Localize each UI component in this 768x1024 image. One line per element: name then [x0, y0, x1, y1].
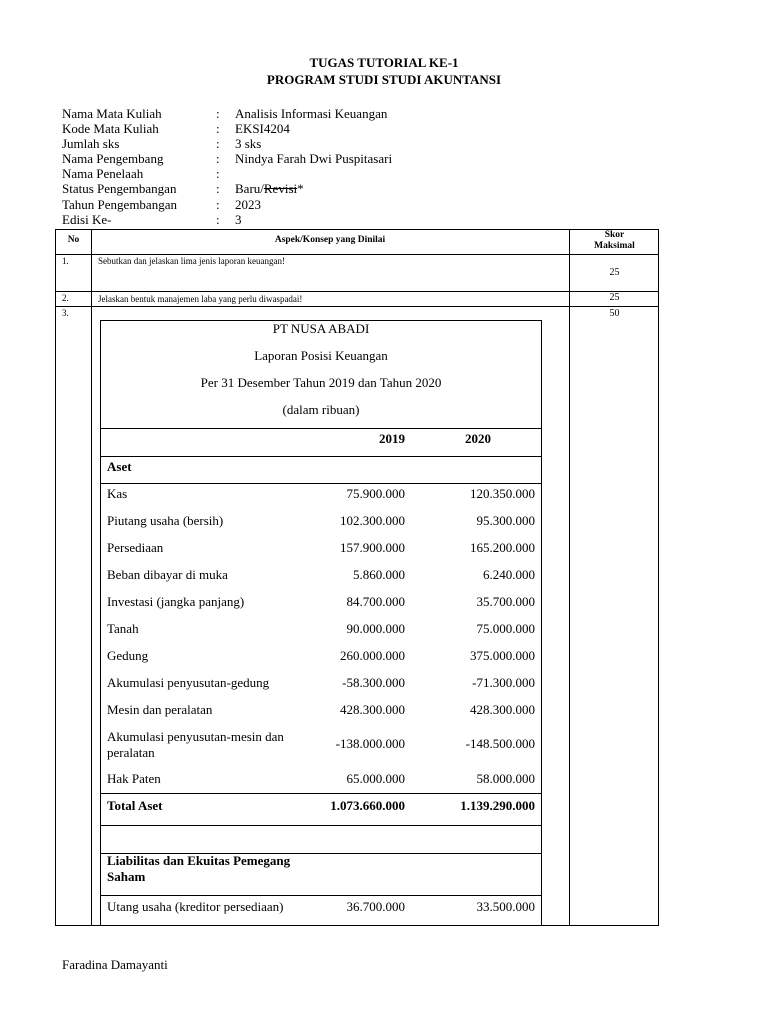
line-item-2020: -148.500.000: [465, 736, 535, 751]
header-score-line-2: Maksimal: [594, 241, 635, 251]
line-item-2020: 33.500.000: [476, 899, 535, 914]
line-item-name: Akumulasi penyusutan-mesin dan: [107, 729, 284, 744]
line-item-2019: 65.000.000: [346, 771, 405, 786]
line-item-name: Tanah: [107, 621, 139, 636]
footer-author: Faradina Damayanti: [62, 957, 168, 972]
info-label: Edisi Ke-: [62, 211, 112, 227]
line-item-2020: 58.000.000: [476, 771, 535, 786]
line-item-name: Kas: [107, 486, 128, 501]
row-number: 3.: [62, 308, 69, 318]
info-separator: :: [216, 151, 220, 167]
info-value: 3: [235, 211, 242, 227]
row-number: 2.: [62, 293, 69, 303]
info-separator: :: [216, 106, 220, 121]
report-title: Laporan Posisi Keuangan: [254, 348, 388, 363]
line-item-name: Akumulasi penyusutan-gedung: [107, 675, 270, 690]
line-item-2019: 75.900.000: [346, 486, 405, 501]
info-separator: :: [216, 181, 220, 197]
line-item-name: Persediaan: [107, 540, 164, 555]
section-liabilities: Liabilitas dan Ekuitas Pemegang: [107, 853, 291, 868]
company-name: PT NUSA ABADI: [272, 321, 370, 336]
total-assets-2020: 1.139.290.000: [460, 798, 535, 813]
row-divider: [56, 254, 658, 255]
row-number: 1.: [62, 256, 69, 266]
info-separator: :: [216, 166, 220, 182]
line-item-2019: 84.700.000: [346, 594, 405, 609]
total-assets-label: Total Aset: [107, 798, 163, 813]
line-item-name: Hak Paten: [107, 771, 161, 786]
info-value: 2023: [235, 196, 261, 212]
info-value: 3 sks: [235, 136, 262, 152]
title-line-1: TUGAS TUTORIAL KE-1: [309, 55, 459, 70]
question-text: Jelaskan bentuk manajemen laba yang perlu diwaspadai!: [98, 294, 303, 304]
section-assets: Aset: [107, 459, 132, 474]
info-label: Jumlah sks: [62, 136, 120, 152]
table-rule: [101, 825, 541, 826]
line-item-name: Mesin dan peralatan: [107, 702, 213, 717]
table-rule: [101, 793, 541, 794]
column-divider: [569, 230, 570, 925]
line-item-2020: 6.240.000: [483, 567, 535, 582]
line-item-2020: 35.700.000: [476, 594, 535, 609]
line-item-name: Utang usaha (kreditor persediaan): [107, 899, 284, 914]
info-separator: :: [216, 136, 220, 152]
info-value: [235, 181, 304, 196]
line-item-2020: 428.300.000: [470, 702, 535, 717]
line-item-2019: 428.300.000: [340, 702, 405, 717]
max-score: 25: [609, 292, 620, 303]
max-score: 25: [609, 267, 620, 278]
title-line-2: PROGRAM STUDI STUDI AKUNTANSI: [266, 72, 502, 87]
table-rule: [101, 895, 541, 896]
report-unit: (dalam ribuan): [282, 402, 360, 417]
line-item-2019: 260.000.000: [340, 648, 405, 663]
line-item-name: Investasi (jangka panjang): [107, 594, 245, 609]
header-no: No: [67, 235, 80, 245]
info-value: Nindya Farah Dwi Puspitasari: [235, 151, 393, 167]
info-separator: :: [216, 211, 220, 227]
line-item-2020: 95.300.000: [476, 513, 535, 528]
info-label: Nama Mata Kuliah: [62, 106, 162, 121]
line-item-2019: 5.860.000: [353, 567, 405, 582]
line-item-2019: -138.000.000: [335, 736, 405, 751]
table-rule: [101, 483, 541, 484]
section-liabilities-cont: Saham: [107, 869, 146, 884]
line-item-2019: -58.300.000: [342, 675, 405, 690]
balance-sheet: [100, 320, 542, 926]
info-label: Status Pengembangan: [62, 181, 177, 197]
line-item-2019: 36.700.000: [346, 899, 405, 914]
info-label: Tahun Pengembangan: [62, 196, 177, 212]
line-item-2019: 157.900.000: [340, 540, 405, 555]
line-item-name: Gedung: [107, 648, 149, 663]
info-label: Kode Mata Kuliah: [62, 121, 159, 137]
status-asterisk: *: [297, 181, 304, 197]
line-item-name: Beban dibayar di muka: [107, 567, 228, 582]
line-item-2020: 120.350.000: [470, 486, 535, 501]
max-score: 50: [609, 308, 620, 319]
status-new: Baru/: [235, 181, 264, 197]
line-item-2020: -71.300.000: [472, 675, 535, 690]
line-item-name: Piutang usaha (bersih): [107, 513, 224, 528]
question-text: Sebutkan dan jelaskan lima jenis laporan keuangan!: [98, 256, 285, 266]
line-item-2020: 375.000.000: [470, 648, 535, 663]
year-header-2020: 2020: [465, 431, 491, 446]
line-item-2020: 165.200.000: [470, 540, 535, 555]
row-divider: [56, 306, 658, 307]
header-score-line-1: Skor: [604, 230, 625, 240]
status-revision-struck: Revisi: [263, 181, 298, 197]
column-divider: [91, 230, 92, 925]
info-separator: :: [216, 196, 220, 212]
info-value: Analisis Informasi Keuangan: [235, 106, 388, 121]
table-rule: [101, 428, 541, 429]
year-header-2019: 2019: [379, 431, 405, 446]
info-label: Nama Pengembang: [62, 151, 164, 167]
line-item-2020: 75.000.000: [476, 621, 535, 636]
line-item-name-cont: peralatan: [107, 745, 155, 760]
report-period: Per 31 Desember Tahun 2019 dan Tahun 2020: [200, 375, 442, 390]
info-separator: :: [216, 121, 220, 137]
total-assets-2019: 1.073.660.000: [330, 798, 405, 813]
row-divider: [56, 291, 658, 292]
line-item-2019: 102.300.000: [340, 513, 405, 528]
info-value: EKSI4204: [235, 121, 290, 137]
header-aspect: Aspek/Konsep yang Dinilai: [274, 235, 386, 245]
table-rule: [101, 456, 541, 457]
info-label: Nama Penelaah: [62, 166, 144, 182]
line-item-2019: 90.000.000: [346, 621, 405, 636]
